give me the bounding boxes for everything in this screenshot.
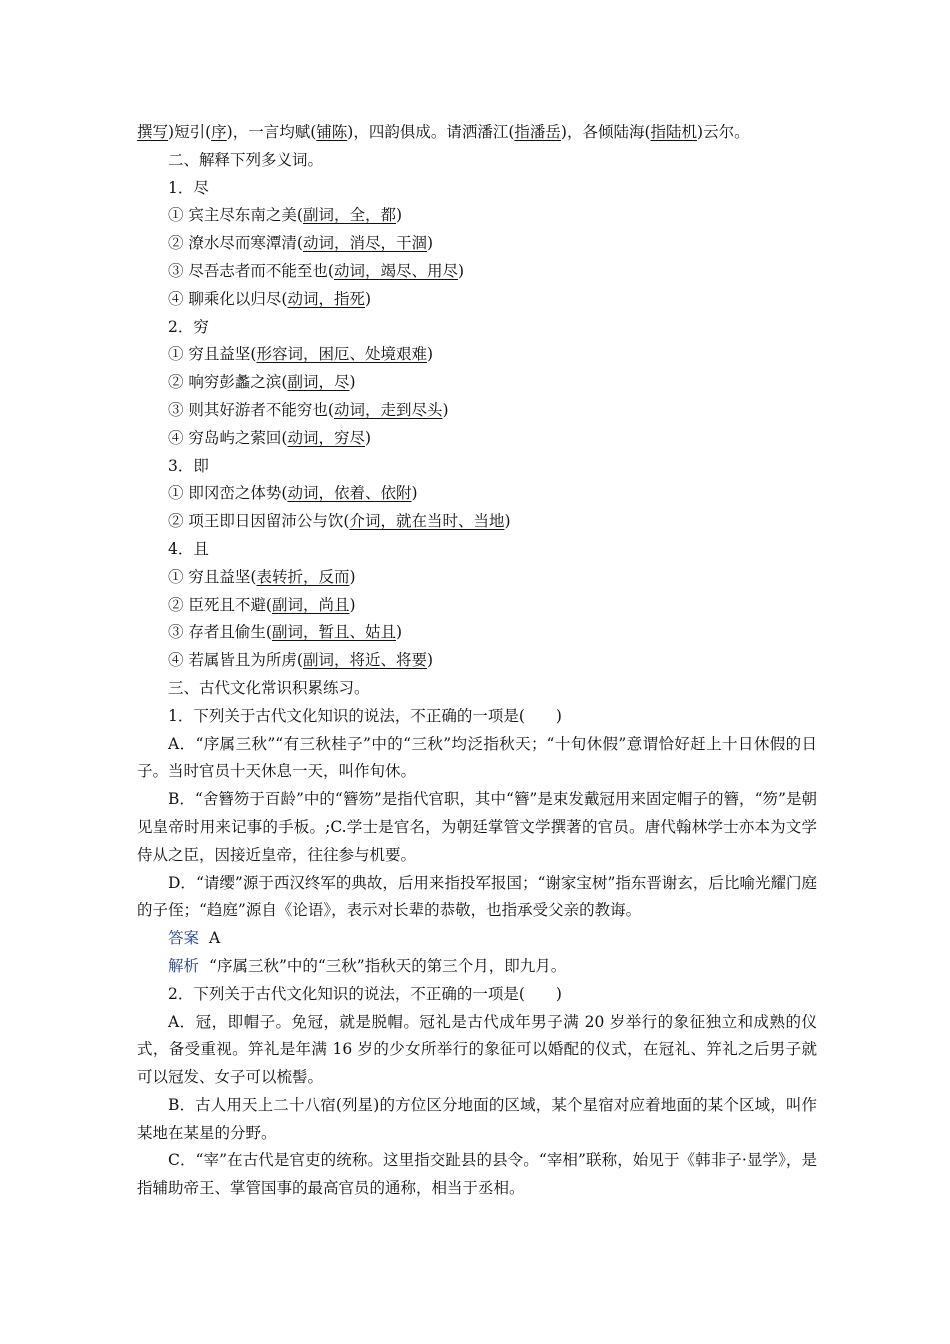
word-item: [137, 480, 817, 508]
item-answer: 副词，尽: [287, 373, 350, 392]
item-answer: 动词，消尽，干涸: [302, 234, 427, 253]
item-text: ④ 穷岛屿之萦回(: [168, 428, 288, 447]
text-line-continuation: [137, 119, 817, 147]
text-fragment: )，各倾陆海(: [560, 123, 651, 141]
item-answer: 副词，全，都: [302, 206, 396, 225]
item-text: ④ 聊乘化以归尽(: [168, 289, 288, 308]
word-heading: 4．且: [168, 539, 209, 558]
item-close: ): [427, 345, 434, 364]
item-text: ③ 尽吾志者而不能至也(: [168, 261, 334, 280]
item-close: ): [365, 428, 372, 447]
section-heading-2: 二、解释下列多义词。: [168, 150, 324, 169]
question-1-answer: [137, 925, 817, 953]
item-close: ): [442, 400, 449, 419]
item-text: ① 穷且益坚(: [168, 345, 257, 364]
item-text: ③ 则其好游者不能穷也(: [168, 400, 334, 419]
item-answer: 动词，竭尽、用尽: [333, 261, 458, 280]
item-close: ): [411, 484, 418, 503]
word-item: [137, 508, 817, 536]
item-close: ): [349, 595, 356, 614]
analysis-label: 解析: [168, 956, 200, 975]
answer-label: 答案: [168, 929, 200, 948]
answer-underline: 指陆机: [650, 123, 698, 141]
item-answer: 形容词，困厄、处境艰难: [256, 345, 427, 364]
question-1-option-d: D．“请缨”源于西汉终军的典故，后用来指投军报国；“谢家宝树”指东晋谢玄，后比喻光耀门庭的子侄；“趋庭”源自《论语》，表示对长辈的恭敬，也指承受父亲的教诲。: [137, 873, 817, 920]
word-item: [137, 647, 817, 675]
item-text: ③ 存者且偷生(: [168, 623, 272, 642]
section-heading-3: 三、古代文化常识积累练习。: [168, 678, 370, 697]
question-1-option-a: A．“序属三秋”“有三秋桂子”中的“三秋”均泛指秋天；“十旬休假”意谓恰好赶上十日休假的日子。当时官员十天休息一天，叫作旬休。: [137, 734, 817, 781]
item-close: ): [504, 512, 511, 531]
question-2-stem: 2．下列关于古代文化知识的说法，不正确的一项是( ): [168, 984, 562, 1003]
item-close: ): [396, 623, 403, 642]
word-item: [137, 592, 817, 620]
item-close: ): [458, 261, 465, 280]
question-2-option-c: C．“宰”在古代是官吏的统称。这里指交趾县的县令。“宰相”联称，始见于《韩非子·显学》，是指辅助帝王、掌管国事的最高官员的通称，相当于丞相。: [137, 1151, 817, 1198]
text-fragment: )，一言均赋(: [226, 123, 317, 141]
word-item: [137, 258, 817, 286]
answer-underline: 序: [211, 123, 227, 141]
item-close: ): [349, 567, 356, 586]
word-item: [137, 564, 817, 592]
item-answer: 动词，走到尽头: [333, 400, 443, 419]
question-2-option-b: B．古人用天上二十八宿(列星)的方位区分地面的区域，某个星宿对应着地面的某个区域，叫作某地在某星的分野。: [137, 1095, 817, 1142]
word-item: [137, 397, 817, 425]
analysis-text: “序属三秋”中的“三秋”指秋天的第三个月，即九月。: [209, 956, 567, 975]
item-text: ② 项王即日因留沛公与饮(: [168, 512, 350, 531]
item-close: ): [427, 234, 434, 253]
word-item: [137, 286, 817, 314]
item-text: ④ 若属皆且为所虏(: [168, 651, 303, 670]
item-text: ② 臣死且不避(: [168, 595, 272, 614]
word-item: [137, 230, 817, 258]
question-1-stem: 1．下列关于古代文化知识的说法，不正确的一项是( ): [168, 706, 562, 725]
item-answer: 副词，尚且: [271, 595, 350, 614]
word-item: [137, 202, 817, 230]
item-answer: 副词，将近、将要: [302, 651, 427, 670]
item-text: ② 响穷彭蠡之滨(: [168, 373, 288, 392]
word-heading: 2．穷: [168, 317, 209, 336]
item-text: ① 穷且益坚(: [168, 567, 257, 586]
item-answer: 动词，穷尽: [287, 428, 365, 447]
answer-value: A: [209, 929, 221, 948]
question-1-option-b: B．“舍簪笏于百龄”中的“簪笏”是指代官职，其中“簪”是束发戴冠用来固定帽子的簪，“笏”是朝见皇帝时用来记事的手板。;C.学士是官名，为朝廷掌管文学撰著的官员。唐代翰林学士亦本为文学侍从之臣，因接近皇帝，往往参与机要。: [137, 790, 817, 864]
item-text: ① 宾主尽东南之美(: [168, 206, 303, 225]
text-fragment: )，四韵俱成。请洒潘江(: [347, 123, 515, 141]
answer-underline: 撰写: [137, 123, 169, 141]
item-answer: 动词，依着、依附: [287, 484, 412, 503]
item-answer: 动词，指死: [287, 289, 365, 308]
question-2-option-a: A．冠，即帽子。免冠，就是脱帽。冠礼是古代成年男子满 20 岁举行的象征独立和成熟的仪式，备受重视。笄礼是年满 16 岁的少女所举行的象征可以婚配的仪式，在冠礼、笄礼之后男子就可以冠发、女子可以梳髻。: [137, 1012, 817, 1087]
text-fragment: )短引(: [168, 123, 212, 141]
word-heading: 1．尽: [168, 178, 209, 197]
item-close: ): [349, 373, 356, 392]
item-answer: 介词，就在当时、当地: [349, 512, 505, 531]
item-text: ① 即冈峦之体势(: [168, 484, 288, 503]
item-close: ): [396, 206, 403, 225]
question-1-analysis: [137, 953, 817, 981]
word-heading: 3．即: [168, 456, 209, 475]
word-item: [137, 425, 817, 453]
item-answer: 表转折，反而: [256, 567, 350, 586]
item-close: ): [427, 651, 434, 670]
item-close: ): [365, 289, 372, 308]
document-page: [137, 119, 817, 1203]
text-fragment: )云尔。: [697, 123, 750, 141]
word-item: [137, 369, 817, 397]
item-text: ② 潦水尽而寒潭清(: [168, 234, 303, 253]
answer-underline: 铺陈: [316, 123, 348, 141]
answer-underline: 指潘岳: [514, 123, 561, 141]
item-answer: 副词，暂且、姑且: [271, 623, 396, 642]
word-item: [137, 341, 817, 369]
word-item: [137, 619, 817, 647]
